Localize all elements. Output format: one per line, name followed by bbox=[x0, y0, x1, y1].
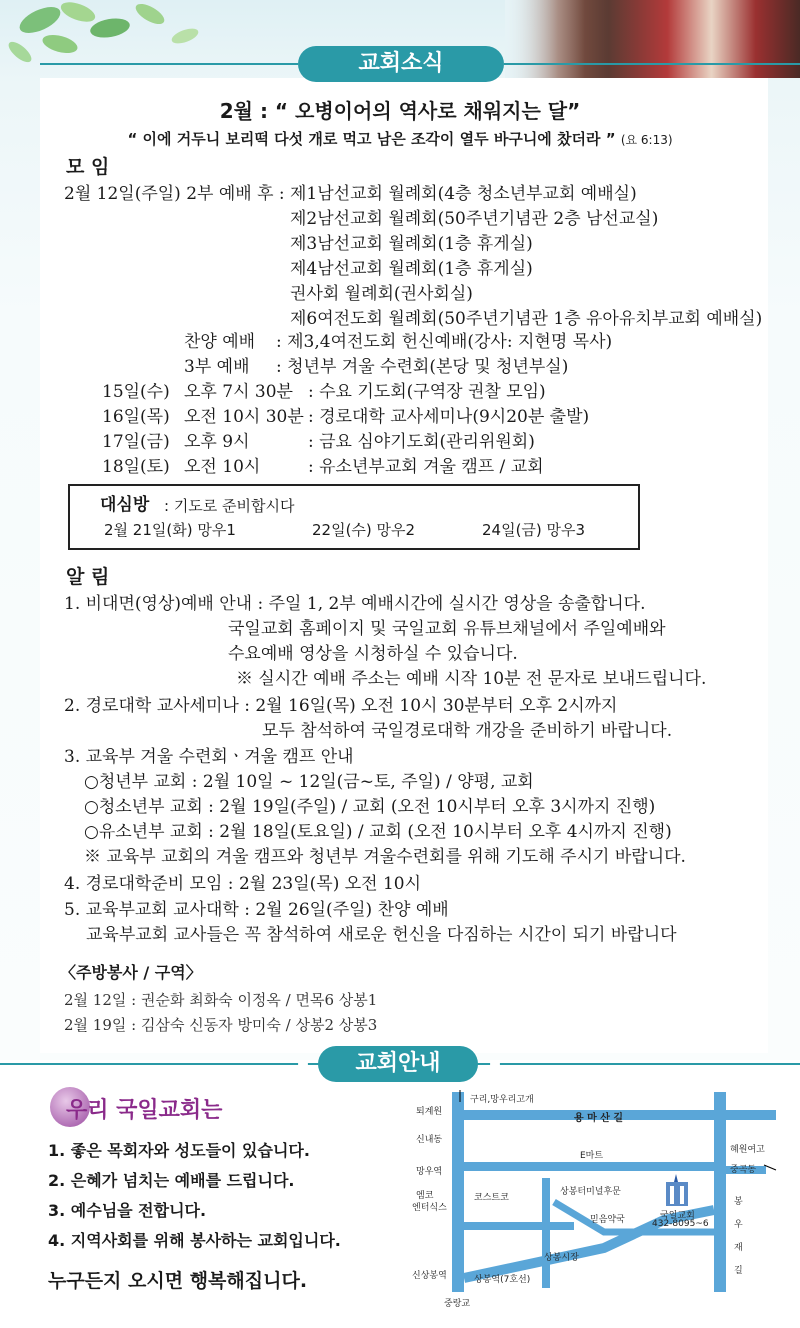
notice-line: 수요예배 영상을 시청하실 수 있습니다. bbox=[228, 644, 518, 664]
weekday-text: : 금요 심야기도회(관리위원회) bbox=[308, 432, 535, 452]
map-label: 믿음약국 bbox=[590, 1215, 625, 1225]
third-service-label: 3부 예배 bbox=[184, 357, 250, 377]
weekday-time: 오후 9시 bbox=[184, 432, 250, 452]
directions-map bbox=[404, 1082, 794, 1312]
map-label: 봉 bbox=[734, 1197, 743, 1207]
meeting-item: 제6여전도회 월례회(50주년기념관 1층 유아유치부교회 예배실) bbox=[290, 309, 763, 329]
map-label: E마트 bbox=[580, 1151, 604, 1161]
kitchen-line: 2월 19일 : 김삼숙 신동자 방미숙 / 상봉2 상봉3 bbox=[64, 1016, 378, 1034]
map-label: 퇴계원 bbox=[416, 1107, 443, 1117]
map-label: 중곡동 bbox=[730, 1165, 757, 1175]
intro-item: 2. 은혜가 넘치는 예배를 드립니다. bbox=[48, 1171, 295, 1190]
visitation-day: 22일(수) 망우2 bbox=[312, 521, 416, 539]
guide-dot-right bbox=[490, 1061, 500, 1067]
kitchen-heading: 〈주방봉사 / 구역〉 bbox=[60, 963, 202, 982]
intro-item: 4. 지역사회를 위해 봉사하는 교회입니다. bbox=[48, 1231, 341, 1250]
weekday-date: 18일(토) bbox=[102, 457, 170, 477]
weekday-text: : 수요 기도회(구역장 권찰 모임) bbox=[308, 382, 546, 402]
meeting-item: 제1남선교회 월례회(4층 청소년부교회 예배실) bbox=[290, 184, 637, 204]
notice-line: 3. 교육부 겨울 수련회ㆍ겨울 캠프 안내 bbox=[64, 747, 354, 767]
map-label: 432-8095~6 bbox=[652, 1219, 709, 1229]
visitation-day: 2월 21일(화) 망우1 bbox=[104, 521, 236, 539]
map-label: 국일교회 bbox=[660, 1211, 695, 1221]
guide-dot-left bbox=[298, 1061, 308, 1067]
meeting-item: 권사회 월례회(권사회실) bbox=[290, 284, 473, 304]
weekday-text: : 유소년부교회 겨울 캠프 / 교회 bbox=[308, 457, 544, 477]
notice-line: ※ 실시간 예배 주소는 예배 시작 10분 전 문자로 보내드립니다. bbox=[236, 669, 707, 689]
third-service-text: : 청년부 겨울 수련회(본당 및 청년부실) bbox=[276, 357, 569, 377]
map-label: 엠코 bbox=[416, 1191, 434, 1201]
visitation-day: 24일(금) 망우3 bbox=[482, 521, 586, 539]
notices-heading: 알 림 bbox=[66, 566, 110, 588]
map-label: 코스트코 bbox=[474, 1193, 509, 1203]
map-label: 상봉터미널후문 bbox=[560, 1187, 621, 1197]
notice-line: 4. 경로대학준비 모임 : 2월 23일(목) 오전 10시 bbox=[64, 874, 422, 894]
kitchen-line: 2월 12일 : 권순화 최화숙 이정옥 / 면목6 상봉1 bbox=[64, 991, 378, 1009]
map-label: 길 bbox=[734, 1266, 743, 1276]
map-label: 구리,망우리고개 bbox=[470, 1095, 534, 1105]
map-label: 우 bbox=[734, 1220, 743, 1230]
title-line-right bbox=[504, 63, 800, 65]
section-title-news: 교회소식 bbox=[298, 46, 504, 82]
notice-line: ○청년부 교회 : 2월 10일 ~ 12일(금~토, 주일) / 양평, 교회 bbox=[84, 772, 534, 792]
meetings-heading: 모 임 bbox=[66, 156, 110, 178]
map-label: 망우역 bbox=[416, 1167, 443, 1177]
leaves-decoration bbox=[0, 0, 230, 80]
christmas-choir-photo bbox=[505, 0, 800, 78]
weekday-time: 오전 10시 bbox=[184, 457, 261, 477]
visitation-label: 대심방 bbox=[100, 495, 150, 515]
map-label: 엔터식스 bbox=[412, 1203, 447, 1213]
intro-closing: 누구든지 오시면 행복해집니다. bbox=[48, 1270, 308, 1292]
praise-service-text: : 제3,4여전도회 헌신예배(강사: 지현명 목사) bbox=[276, 332, 613, 352]
notice-line: 5. 교육부교회 교사대학 : 2월 26일(주일) 찬양 예배 bbox=[64, 900, 449, 920]
notice-line: ※ 교육부 교회의 겨울 캠프와 청년부 겨울수련회를 위해 기도해 주시기 바랍니다. bbox=[84, 847, 686, 867]
weekday-date: 16일(목) bbox=[102, 407, 170, 427]
map-label: 신상봉역 bbox=[412, 1271, 447, 1281]
map-label: 재 bbox=[734, 1243, 743, 1253]
weekday-text: : 경로대학 교사세미나(9시20분 출발) bbox=[308, 407, 590, 427]
weekday-date: 17일(금) bbox=[102, 432, 170, 452]
praise-service-label: 찬양 예배 bbox=[184, 332, 256, 352]
map-label: 상봉역(7호선) bbox=[474, 1275, 531, 1285]
meetings-sunday-prefix: 2월 12일(주일) 2부 예배 후 : bbox=[64, 184, 285, 204]
map-label: 신내동 bbox=[416, 1135, 443, 1145]
notice-line: ○유소년부 교회 : 2월 18일(토요일) / 교회 (오전 10시부터 오후 4시까지 진행) bbox=[84, 822, 672, 842]
month-verse: “ 이에 거두니 보리떡 다섯 개로 먹고 남은 조각이 열두 바구니에 찼더라 ” (요 6:13) bbox=[127, 130, 673, 148]
map-label: 중랑교 bbox=[444, 1299, 471, 1309]
intro-title: 우리 국일교회는 bbox=[50, 1087, 250, 1127]
intro-item: 3. 예수님을 전합니다. bbox=[48, 1201, 207, 1220]
month-theme-title: 2월 : “ 오병이어의 역사로 채워지는 달” bbox=[219, 99, 581, 123]
intro-item: 1. 좋은 목회자와 성도들이 있습니다. bbox=[48, 1141, 310, 1160]
weekday-time: 오후 7시 30분 bbox=[184, 382, 293, 402]
weekday-date: 15일(수) bbox=[102, 382, 170, 402]
notice-line: 교육부교회 교사들은 꼭 참석하여 새로운 헌신을 다짐하는 시간이 되기 바랍니다 bbox=[86, 925, 677, 945]
notice-line: 국일교회 홈페이지 및 국일교회 유튜브채널에서 주일예배와 bbox=[228, 619, 666, 639]
meeting-item: 제2남선교회 월례회(50주년기념관 2층 남선교실) bbox=[290, 209, 659, 229]
visitation-text: : 기도로 준비합시다 bbox=[164, 497, 295, 515]
map-label: 상봉시장 bbox=[544, 1253, 579, 1263]
map-label: 용 마 산 길 bbox=[574, 1113, 624, 1124]
notice-line: 2. 경로대학 교사세미나 : 2월 16일(목) 오전 10시 30분부터 오후 2시까지 bbox=[64, 696, 618, 716]
meeting-item: 제4남선교회 월례회(1층 휴게실) bbox=[290, 259, 533, 279]
map-label: 혜원여고 bbox=[730, 1145, 765, 1155]
notice-line: 1. 비대면(영상)예배 안내 : 주일 1, 2부 예배시간에 실시간 영상을 송출합니다. bbox=[64, 594, 646, 614]
weekday-time: 오전 10시 30분 bbox=[184, 407, 304, 427]
notice-line: 모두 참석하여 국일경로대학 개강을 준비하기 바랍니다. bbox=[262, 721, 673, 741]
meeting-item: 제3남선교회 월례회(1층 휴게실) bbox=[290, 234, 533, 254]
notice-line: ○청소년부 교회 : 2월 19일(주일) / 교회 (오전 10시부터 오후 3시까지 진행) bbox=[84, 797, 656, 817]
title-line-left bbox=[40, 63, 298, 65]
section-title-guide: 교회안내 bbox=[318, 1046, 478, 1082]
